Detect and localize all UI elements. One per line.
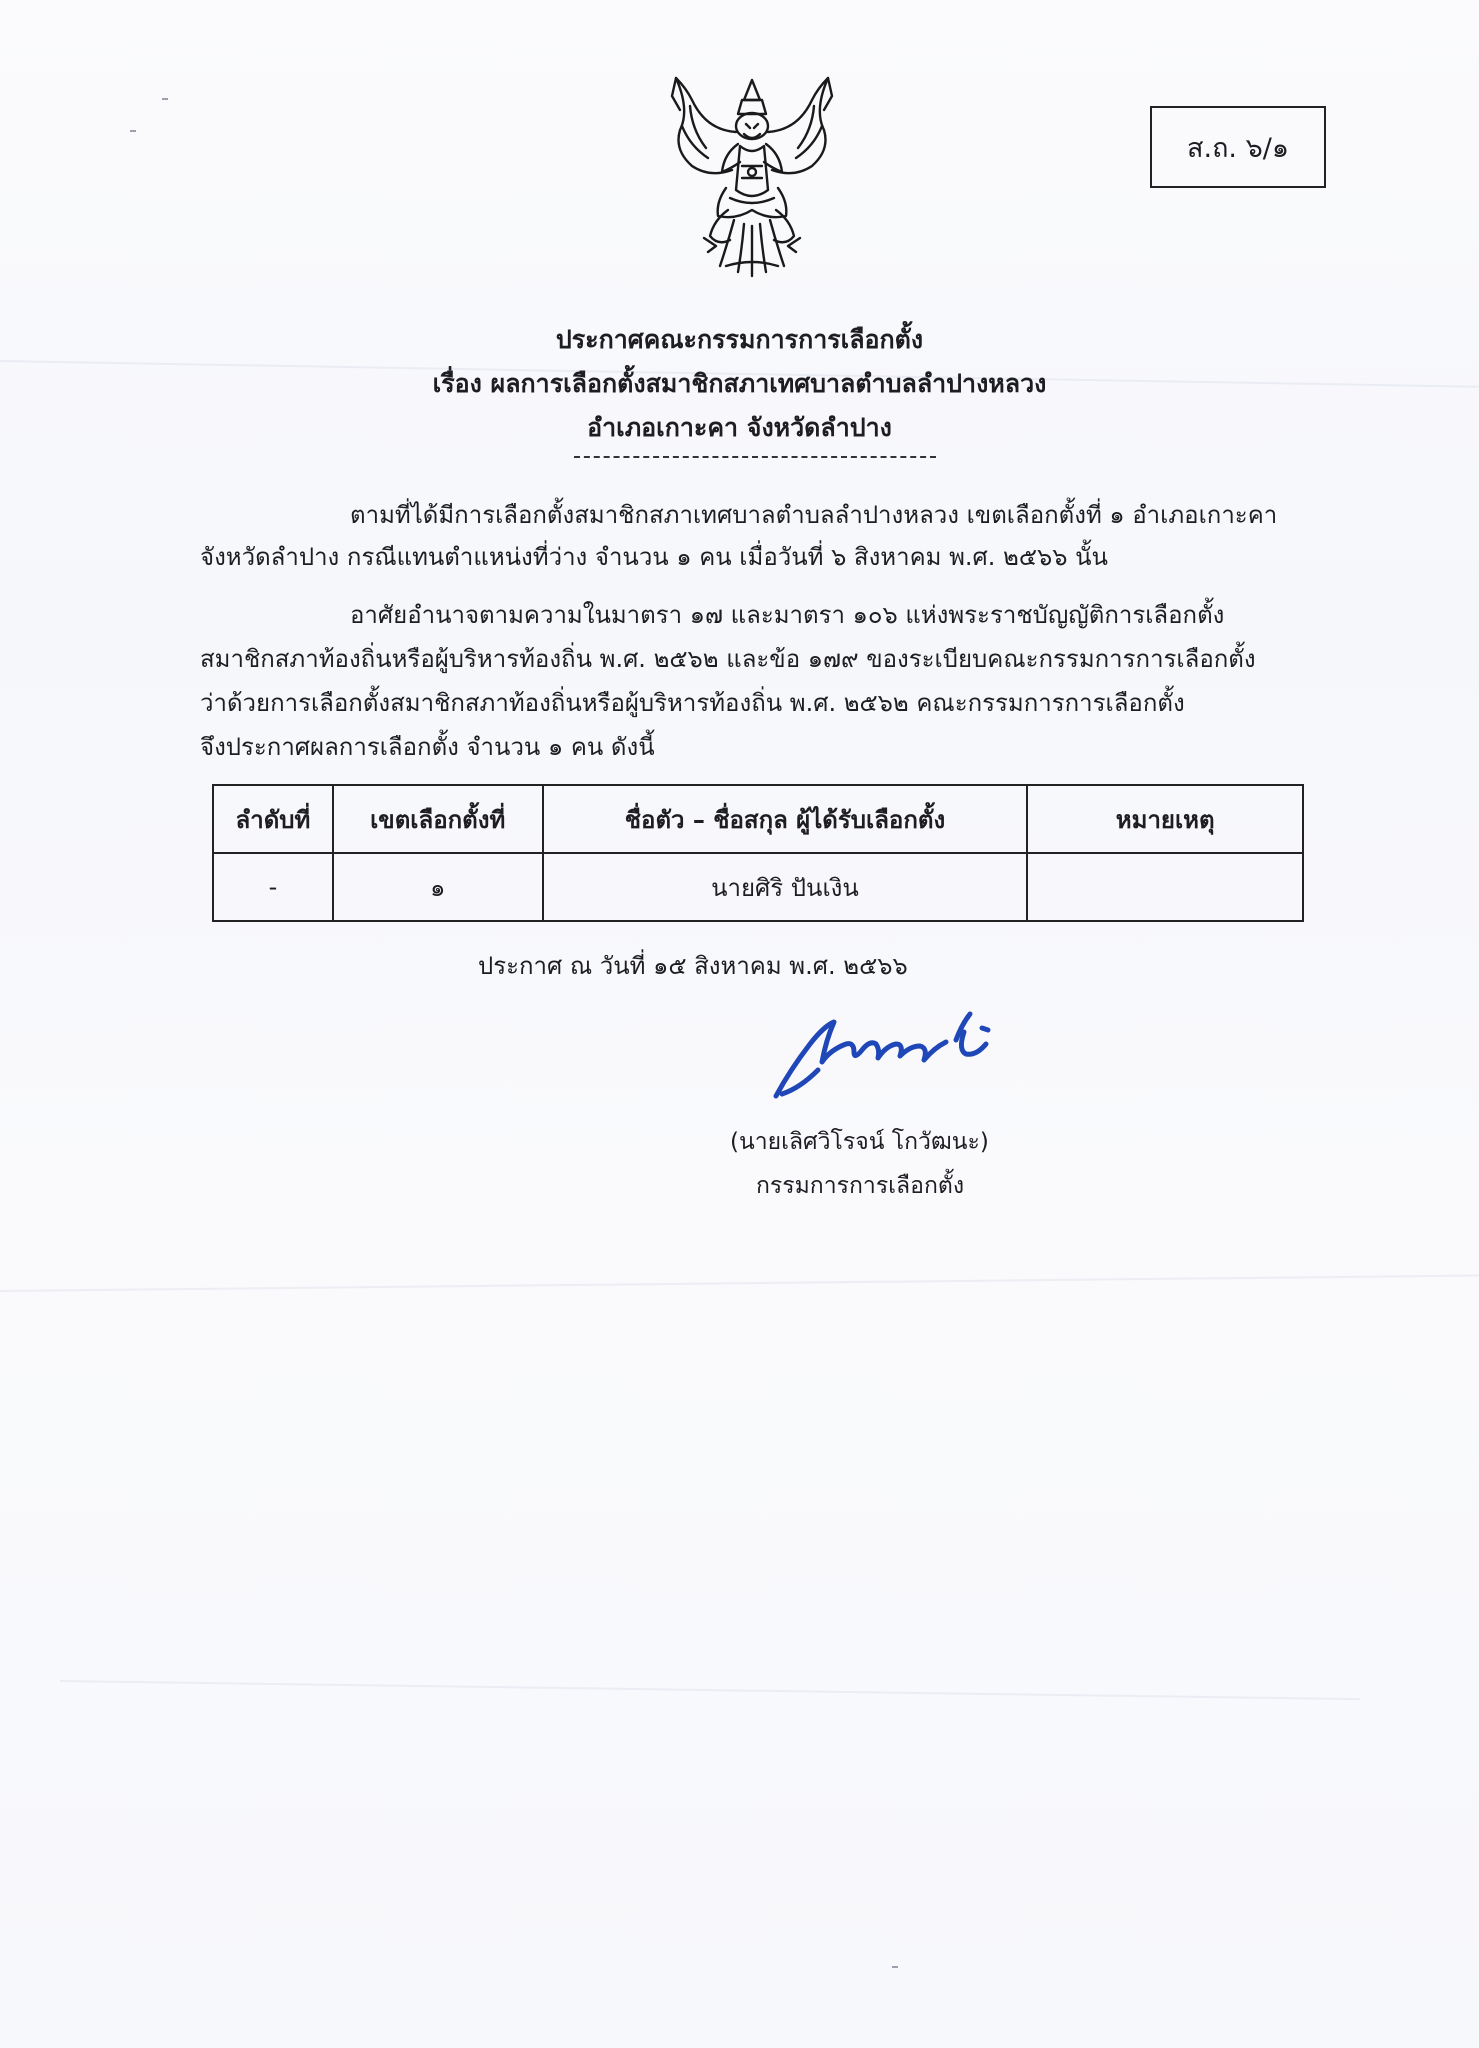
form-code-box <box>1150 106 1326 188</box>
announcement-date: ประกาศ ณ วันที่ ๑๕ สิงหาคม พ.ศ. ๒๕๖๖ <box>478 952 908 980</box>
paper-speck <box>892 1966 898 1968</box>
paragraph-2-line-1: อาศัยอำนาจตามความในมาตรา ๑๗ และมาตรา ๑๐๖ แห่งพระราชบัญญัติการเลือกตั้ง <box>350 601 1225 629</box>
header-elected-name: ชื่อตัว – ชื่อสกุล ผู้ได้รับเลือกตั้ง <box>543 785 1028 853</box>
cell-remarks <box>1027 853 1303 921</box>
header-order: ลำดับที่ <box>213 785 333 853</box>
header-remarks: หมายเหตุ <box>1027 785 1303 853</box>
cell-order: - <box>213 853 333 921</box>
announcement-title: ประกาศคณะกรรมการการเลือกตั้ง <box>555 325 924 354</box>
paragraph-1-line-2: จังหวัดลำปาง กรณีแทนตำแหน่งที่ว่าง จำนวน ๑ คน เมื่อวันที่ ๖ สิงหาคม พ.ศ. ๒๕๖๖ นั้น <box>200 543 1108 571</box>
signer-title: กรรมการการเลือกตั้ง <box>756 1173 965 1199</box>
cell-district: ๑ <box>333 853 543 921</box>
paragraph-2-line-4: จึงประกาศผลการเลือกตั้ง จำนวน ๑ คน ดังนี้ <box>200 733 655 761</box>
title-divider <box>574 456 936 458</box>
table-header-row <box>213 785 1303 853</box>
form-code-text: ส.ถ. ๖/๑ <box>1187 132 1289 164</box>
announcement-subject: เรื่อง ผลการเลือกตั้งสมาชิกสภาเทศบาลตำบลลำปางหลวง <box>432 369 1047 398</box>
paragraph-2-line-2: สมาชิกสภาท้องถิ่นหรือผู้บริหารท้องถิ่น พ.ศ. ๒๕๖๒ และข้อ ๑๗๙ ของระเบียบคณะกรรมการการเลือกตั้ง <box>200 645 1256 673</box>
announcement-location: อำเภอเกาะคา จังหวัดลำปาง <box>587 413 892 442</box>
paper-speck <box>130 130 136 132</box>
paragraph-2-line-3: ว่าด้วยการเลือกตั้งสมาชิกสภาท้องถิ่นหรือผู้บริหารท้องถิ่น พ.ศ. ๒๕๖๒ คณะกรรมการการเลือกตั้ง <box>200 689 1185 717</box>
paragraph-1-line-1: ตามที่ได้มีการเลือกตั้งสมาชิกสภาเทศบาลตำบลลำปางหลวง เขตเลือกตั้งที่ ๑ อำเภอเกาะคา <box>350 501 1278 529</box>
signer-name: (นายเลิศวิโรจน์ โกวัฒนะ) <box>730 1129 989 1155</box>
cell-elected-name: นายศิริ ปันเงิน <box>543 853 1028 921</box>
handwritten-signature <box>770 1000 1002 1110</box>
paper-crease <box>60 1680 1360 1700</box>
garuda-emblem-icon <box>646 70 858 282</box>
header-district: เขตเลือกตั้งที่ <box>333 785 543 853</box>
paper-crease <box>0 1275 1479 1292</box>
election-results-table <box>212 784 1304 922</box>
paper-speck <box>162 98 168 100</box>
table-row <box>213 853 1303 921</box>
